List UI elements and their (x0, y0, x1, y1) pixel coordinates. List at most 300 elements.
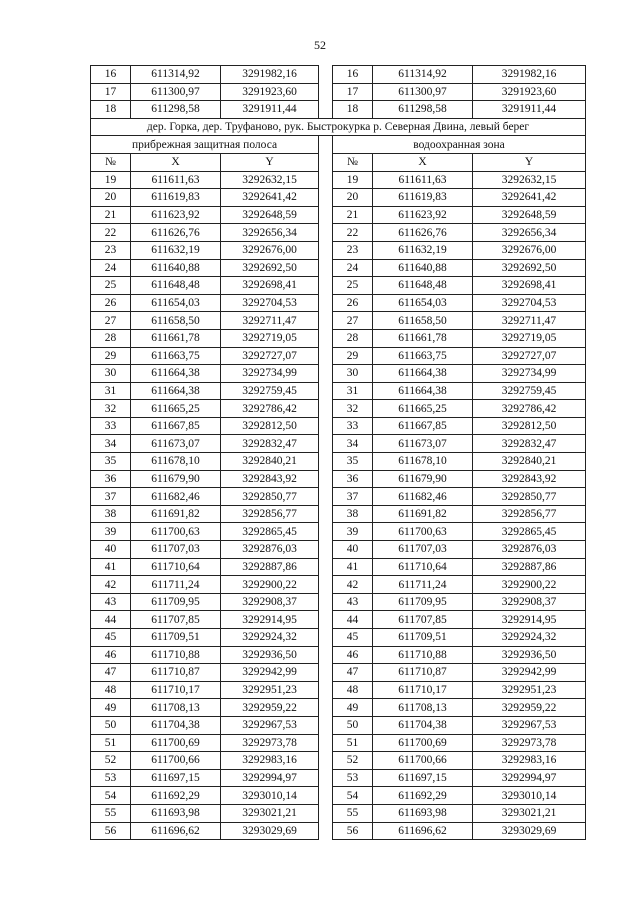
right-y-value: 3292648,59 (473, 206, 586, 224)
section-title-row (91, 118, 586, 136)
column-gap (319, 681, 333, 699)
column-gap (319, 488, 333, 506)
column-gap (319, 206, 333, 224)
right-x-value: 611314,92 (373, 66, 473, 84)
right-col-x: X (373, 153, 473, 171)
left-point-no: 17 (91, 83, 131, 101)
left-point-no: 20 (91, 189, 131, 207)
column-gap (319, 171, 333, 189)
table-row (91, 752, 586, 770)
left-col-no: № (91, 153, 131, 171)
right-point-no: 35 (333, 453, 373, 471)
left-zone-title: прибрежная защитная полоса (91, 136, 319, 154)
right-y-value: 3292719,05 (473, 329, 586, 347)
left-y-value: 3291911,44 (221, 101, 319, 119)
left-point-no: 54 (91, 787, 131, 805)
table-row (91, 470, 586, 488)
left-x-value: 611654,03 (131, 294, 221, 312)
right-y-value: 3292924,32 (473, 629, 586, 647)
left-x-value: 611623,92 (131, 206, 221, 224)
right-y-value: 3291982,16 (473, 66, 586, 84)
right-x-value: 611697,15 (373, 769, 473, 787)
right-y-value: 3292951,23 (473, 681, 586, 699)
left-point-no: 43 (91, 593, 131, 611)
right-point-no: 36 (333, 470, 373, 488)
right-y-value: 3293010,14 (473, 787, 586, 805)
column-gap (319, 804, 333, 822)
right-y-value: 3292865,45 (473, 523, 586, 541)
left-x-value: 611710,88 (131, 646, 221, 664)
table-row (91, 488, 586, 506)
table-row (91, 769, 586, 787)
column-gap (319, 752, 333, 770)
table-row (91, 716, 586, 734)
column-gap (319, 224, 333, 242)
left-point-no: 46 (91, 646, 131, 664)
right-y-value: 3292908,37 (473, 593, 586, 611)
left-point-no: 32 (91, 400, 131, 418)
left-y-value: 3291982,16 (221, 66, 319, 84)
column-gap (319, 241, 333, 259)
right-point-no: 37 (333, 488, 373, 506)
column-gap (319, 259, 333, 277)
left-x-value: 611682,46 (131, 488, 221, 506)
left-y-value: 3293010,14 (221, 787, 319, 805)
right-y-value: 3292676,00 (473, 241, 586, 259)
right-x-value: 611710,87 (373, 664, 473, 682)
left-y-value: 3292936,50 (221, 646, 319, 664)
left-point-no: 45 (91, 629, 131, 647)
right-point-no: 26 (333, 294, 373, 312)
right-y-value: 3292632,15 (473, 171, 586, 189)
right-x-value: 611619,83 (373, 189, 473, 207)
left-x-value: 611648,48 (131, 277, 221, 295)
right-x-value: 611664,38 (373, 382, 473, 400)
left-x-value: 611707,03 (131, 541, 221, 559)
column-gap (319, 277, 333, 295)
left-y-value: 3292843,92 (221, 470, 319, 488)
table-row (91, 822, 586, 840)
right-x-value: 611679,90 (373, 470, 473, 488)
table-row (91, 294, 586, 312)
left-x-value: 611697,15 (131, 769, 221, 787)
left-point-no: 42 (91, 576, 131, 594)
right-x-value: 611709,51 (373, 629, 473, 647)
left-col-x: X (131, 153, 221, 171)
column-gap (319, 435, 333, 453)
left-x-value: 611314,92 (131, 66, 221, 84)
column-gap (319, 312, 333, 330)
table-row (91, 523, 586, 541)
right-point-no: 48 (333, 681, 373, 699)
table-row (91, 734, 586, 752)
left-x-value: 611611,63 (131, 171, 221, 189)
right-y-value: 3292994,97 (473, 769, 586, 787)
right-point-no: 24 (333, 259, 373, 277)
right-x-value: 611623,92 (373, 206, 473, 224)
table-row (91, 259, 586, 277)
left-y-value: 3292641,42 (221, 189, 319, 207)
left-y-value: 3292865,45 (221, 523, 319, 541)
column-gap (319, 83, 333, 101)
right-x-value: 611708,13 (373, 699, 473, 717)
left-point-no: 56 (91, 822, 131, 840)
left-point-no: 29 (91, 347, 131, 365)
left-point-no: 50 (91, 716, 131, 734)
left-point-no: 23 (91, 241, 131, 259)
table-row (91, 417, 586, 435)
right-point-no: 46 (333, 646, 373, 664)
left-x-value: 611700,66 (131, 752, 221, 770)
table-row (91, 699, 586, 717)
left-x-value: 611693,98 (131, 804, 221, 822)
right-x-value: 611700,66 (373, 752, 473, 770)
column-gap (319, 523, 333, 541)
left-x-value: 611667,85 (131, 417, 221, 435)
table-row (91, 189, 586, 207)
left-y-value: 3292900,22 (221, 576, 319, 594)
left-x-value: 611704,38 (131, 716, 221, 734)
left-y-value: 3292856,77 (221, 505, 319, 523)
column-gap (319, 400, 333, 418)
table-row (91, 505, 586, 523)
left-point-no: 27 (91, 312, 131, 330)
left-point-no: 55 (91, 804, 131, 822)
left-y-value: 3292951,23 (221, 681, 319, 699)
column-gap (319, 365, 333, 383)
right-point-no: 18 (333, 101, 373, 119)
right-point-no: 21 (333, 206, 373, 224)
section-title: дер. Горка, дер. Труфаново, рук. Быстрокурка р. Северная Двина, левый берег (91, 118, 586, 136)
left-y-value: 3292973,78 (221, 734, 319, 752)
left-x-value: 611710,87 (131, 664, 221, 682)
table-row (91, 400, 586, 418)
left-point-no: 48 (91, 681, 131, 699)
left-x-value: 611700,63 (131, 523, 221, 541)
column-gap (319, 734, 333, 752)
right-x-value: 611298,58 (373, 101, 473, 119)
right-y-value: 3292727,07 (473, 347, 586, 365)
left-y-value: 3292734,99 (221, 365, 319, 383)
right-y-value: 3291911,44 (473, 101, 586, 119)
column-gap (319, 505, 333, 523)
right-col-no: № (333, 153, 373, 171)
right-x-value: 611704,38 (373, 716, 473, 734)
left-point-no: 19 (91, 171, 131, 189)
column-gap (319, 329, 333, 347)
right-x-value: 611707,85 (373, 611, 473, 629)
right-point-no: 33 (333, 417, 373, 435)
left-point-no: 22 (91, 224, 131, 242)
right-point-no: 49 (333, 699, 373, 717)
table-row (91, 101, 586, 119)
right-x-value: 611678,10 (373, 453, 473, 471)
column-gap (319, 716, 333, 734)
right-point-no: 30 (333, 365, 373, 383)
table-row (91, 66, 586, 84)
right-y-value: 3292914,95 (473, 611, 586, 629)
right-y-value: 3292711,47 (473, 312, 586, 330)
left-y-value: 3291923,60 (221, 83, 319, 101)
column-gap (319, 664, 333, 682)
right-y-value: 3292832,47 (473, 435, 586, 453)
left-x-value: 611708,13 (131, 699, 221, 717)
left-y-value: 3292942,99 (221, 664, 319, 682)
right-x-value: 611707,03 (373, 541, 473, 559)
left-y-value: 3293021,21 (221, 804, 319, 822)
column-gap (319, 382, 333, 400)
column-gap (319, 558, 333, 576)
right-point-no: 50 (333, 716, 373, 734)
right-y-value: 3292850,77 (473, 488, 586, 506)
right-x-value: 611661,78 (373, 329, 473, 347)
left-point-no: 26 (91, 294, 131, 312)
right-y-value: 3292967,53 (473, 716, 586, 734)
table-row (91, 171, 586, 189)
column-gap (319, 470, 333, 488)
right-x-value: 611710,88 (373, 646, 473, 664)
left-point-no: 28 (91, 329, 131, 347)
left-x-value: 611709,51 (131, 629, 221, 647)
left-x-value: 611691,82 (131, 505, 221, 523)
table-row (91, 206, 586, 224)
left-point-no: 52 (91, 752, 131, 770)
rows-before-group (91, 66, 586, 119)
left-x-value: 611679,90 (131, 470, 221, 488)
right-point-no: 39 (333, 523, 373, 541)
left-y-value: 3292812,50 (221, 417, 319, 435)
right-y-value: 3292887,86 (473, 558, 586, 576)
left-point-no: 30 (91, 365, 131, 383)
left-x-value: 611692,29 (131, 787, 221, 805)
right-y-value: 3292656,34 (473, 224, 586, 242)
right-x-value: 611664,38 (373, 365, 473, 383)
left-y-value: 3292719,05 (221, 329, 319, 347)
left-x-value: 611632,19 (131, 241, 221, 259)
right-y-value: 3292698,41 (473, 277, 586, 295)
right-y-value: 3292786,42 (473, 400, 586, 418)
column-gap (319, 593, 333, 611)
coordinates-table (90, 65, 586, 840)
right-x-value: 611711,24 (373, 576, 473, 594)
column-gap (319, 787, 333, 805)
table-row (91, 453, 586, 471)
right-x-value: 611654,03 (373, 294, 473, 312)
left-point-no: 18 (91, 101, 131, 119)
right-x-value: 611648,48 (373, 277, 473, 295)
left-x-value: 611673,07 (131, 435, 221, 453)
right-y-value: 3293029,69 (473, 822, 586, 840)
right-point-no: 43 (333, 593, 373, 611)
right-x-value: 611710,17 (373, 681, 473, 699)
zone-title-row (91, 136, 586, 154)
column-gap (319, 136, 333, 154)
table-row (91, 576, 586, 594)
right-point-no: 44 (333, 611, 373, 629)
right-y-value: 3292942,99 (473, 664, 586, 682)
column-gap (319, 101, 333, 119)
right-x-value: 611658,50 (373, 312, 473, 330)
left-point-no: 24 (91, 259, 131, 277)
left-y-value: 3292914,95 (221, 611, 319, 629)
right-x-value: 611710,64 (373, 558, 473, 576)
left-y-value: 3292759,45 (221, 382, 319, 400)
right-y-value: 3293021,21 (473, 804, 586, 822)
column-gap (319, 153, 333, 171)
left-x-value: 611664,38 (131, 382, 221, 400)
right-x-value: 611682,46 (373, 488, 473, 506)
table-row (91, 312, 586, 330)
right-point-no: 53 (333, 769, 373, 787)
left-y-value: 3292704,53 (221, 294, 319, 312)
right-point-no: 16 (333, 66, 373, 84)
right-x-value: 611626,76 (373, 224, 473, 242)
right-x-value: 611640,88 (373, 259, 473, 277)
left-point-no: 40 (91, 541, 131, 559)
right-y-value: 3292692,50 (473, 259, 586, 277)
column-gap (319, 189, 333, 207)
left-x-value: 611661,78 (131, 329, 221, 347)
left-x-value: 611700,69 (131, 734, 221, 752)
table-row (91, 664, 586, 682)
right-zone-title: водоохранная зона (333, 136, 586, 154)
right-y-value: 3292856,77 (473, 505, 586, 523)
column-gap (319, 453, 333, 471)
right-x-value: 611667,85 (373, 417, 473, 435)
left-x-value: 611709,95 (131, 593, 221, 611)
left-y-value: 3292698,41 (221, 277, 319, 295)
right-point-no: 31 (333, 382, 373, 400)
section-header-group (91, 118, 586, 171)
right-y-value: 3292900,22 (473, 576, 586, 594)
left-y-value: 3292832,47 (221, 435, 319, 453)
table-row (91, 558, 586, 576)
right-x-value: 611691,82 (373, 505, 473, 523)
right-point-no: 29 (333, 347, 373, 365)
table-row (91, 241, 586, 259)
left-x-value: 611710,17 (131, 681, 221, 699)
right-point-no: 32 (333, 400, 373, 418)
right-point-no: 45 (333, 629, 373, 647)
left-point-no: 41 (91, 558, 131, 576)
right-y-value: 3292983,16 (473, 752, 586, 770)
right-x-value: 611693,98 (373, 804, 473, 822)
right-x-value: 611665,25 (373, 400, 473, 418)
right-y-value: 3292759,45 (473, 382, 586, 400)
left-y-value: 3292840,21 (221, 453, 319, 471)
left-point-no: 35 (91, 453, 131, 471)
right-y-value: 3292812,50 (473, 417, 586, 435)
right-y-value: 3291923,60 (473, 83, 586, 101)
column-gap (319, 66, 333, 84)
right-point-no: 47 (333, 664, 373, 682)
left-y-value: 3292786,42 (221, 400, 319, 418)
column-gap (319, 417, 333, 435)
left-point-no: 36 (91, 470, 131, 488)
right-x-value: 611611,63 (373, 171, 473, 189)
left-x-value: 611298,58 (131, 101, 221, 119)
left-y-value: 3292632,15 (221, 171, 319, 189)
right-col-y: Y (473, 153, 586, 171)
left-col-y: Y (221, 153, 319, 171)
left-y-value: 3292887,86 (221, 558, 319, 576)
left-x-value: 611710,64 (131, 558, 221, 576)
right-point-no: 23 (333, 241, 373, 259)
right-point-no: 52 (333, 752, 373, 770)
left-x-value: 611626,76 (131, 224, 221, 242)
left-y-value: 3292692,50 (221, 259, 319, 277)
right-point-no: 19 (333, 171, 373, 189)
right-point-no: 20 (333, 189, 373, 207)
column-gap (319, 699, 333, 717)
right-y-value: 3292843,92 (473, 470, 586, 488)
column-gap (319, 611, 333, 629)
left-y-value: 3292924,32 (221, 629, 319, 647)
left-y-value: 3292648,59 (221, 206, 319, 224)
column-header-row (91, 153, 586, 171)
left-x-value: 611619,83 (131, 189, 221, 207)
table-row (91, 347, 586, 365)
left-x-value: 611696,62 (131, 822, 221, 840)
table-row (91, 382, 586, 400)
left-x-value: 611707,85 (131, 611, 221, 629)
left-point-no: 21 (91, 206, 131, 224)
left-point-no: 31 (91, 382, 131, 400)
left-y-value: 3292967,53 (221, 716, 319, 734)
right-point-no: 25 (333, 277, 373, 295)
left-point-no: 16 (91, 66, 131, 84)
left-y-value: 3292908,37 (221, 593, 319, 611)
left-point-no: 38 (91, 505, 131, 523)
right-x-value: 611663,75 (373, 347, 473, 365)
rows-after-group (91, 171, 586, 840)
right-point-no: 34 (333, 435, 373, 453)
left-y-value: 3292994,97 (221, 769, 319, 787)
column-gap (319, 541, 333, 559)
table-row (91, 541, 586, 559)
left-x-value: 611640,88 (131, 259, 221, 277)
right-point-no: 40 (333, 541, 373, 559)
right-x-value: 611700,63 (373, 523, 473, 541)
right-point-no: 38 (333, 505, 373, 523)
table-row (91, 804, 586, 822)
left-point-no: 51 (91, 734, 131, 752)
table-row (91, 277, 586, 295)
left-y-value: 3292656,34 (221, 224, 319, 242)
right-x-value: 611709,95 (373, 593, 473, 611)
left-y-value: 3292876,03 (221, 541, 319, 559)
table-row (91, 593, 586, 611)
right-point-no: 17 (333, 83, 373, 101)
right-y-value: 3292840,21 (473, 453, 586, 471)
right-y-value: 3292936,50 (473, 646, 586, 664)
left-point-no: 37 (91, 488, 131, 506)
left-y-value: 3292711,47 (221, 312, 319, 330)
right-x-value: 611632,19 (373, 241, 473, 259)
table-row (91, 365, 586, 383)
table-row (91, 329, 586, 347)
left-y-value: 3292959,22 (221, 699, 319, 717)
left-point-no: 44 (91, 611, 131, 629)
right-x-value: 611300,97 (373, 83, 473, 101)
left-x-value: 611300,97 (131, 83, 221, 101)
left-x-value: 611711,24 (131, 576, 221, 594)
left-y-value: 3292727,07 (221, 347, 319, 365)
table-row (91, 435, 586, 453)
column-gap (319, 294, 333, 312)
column-gap (319, 646, 333, 664)
left-point-no: 34 (91, 435, 131, 453)
